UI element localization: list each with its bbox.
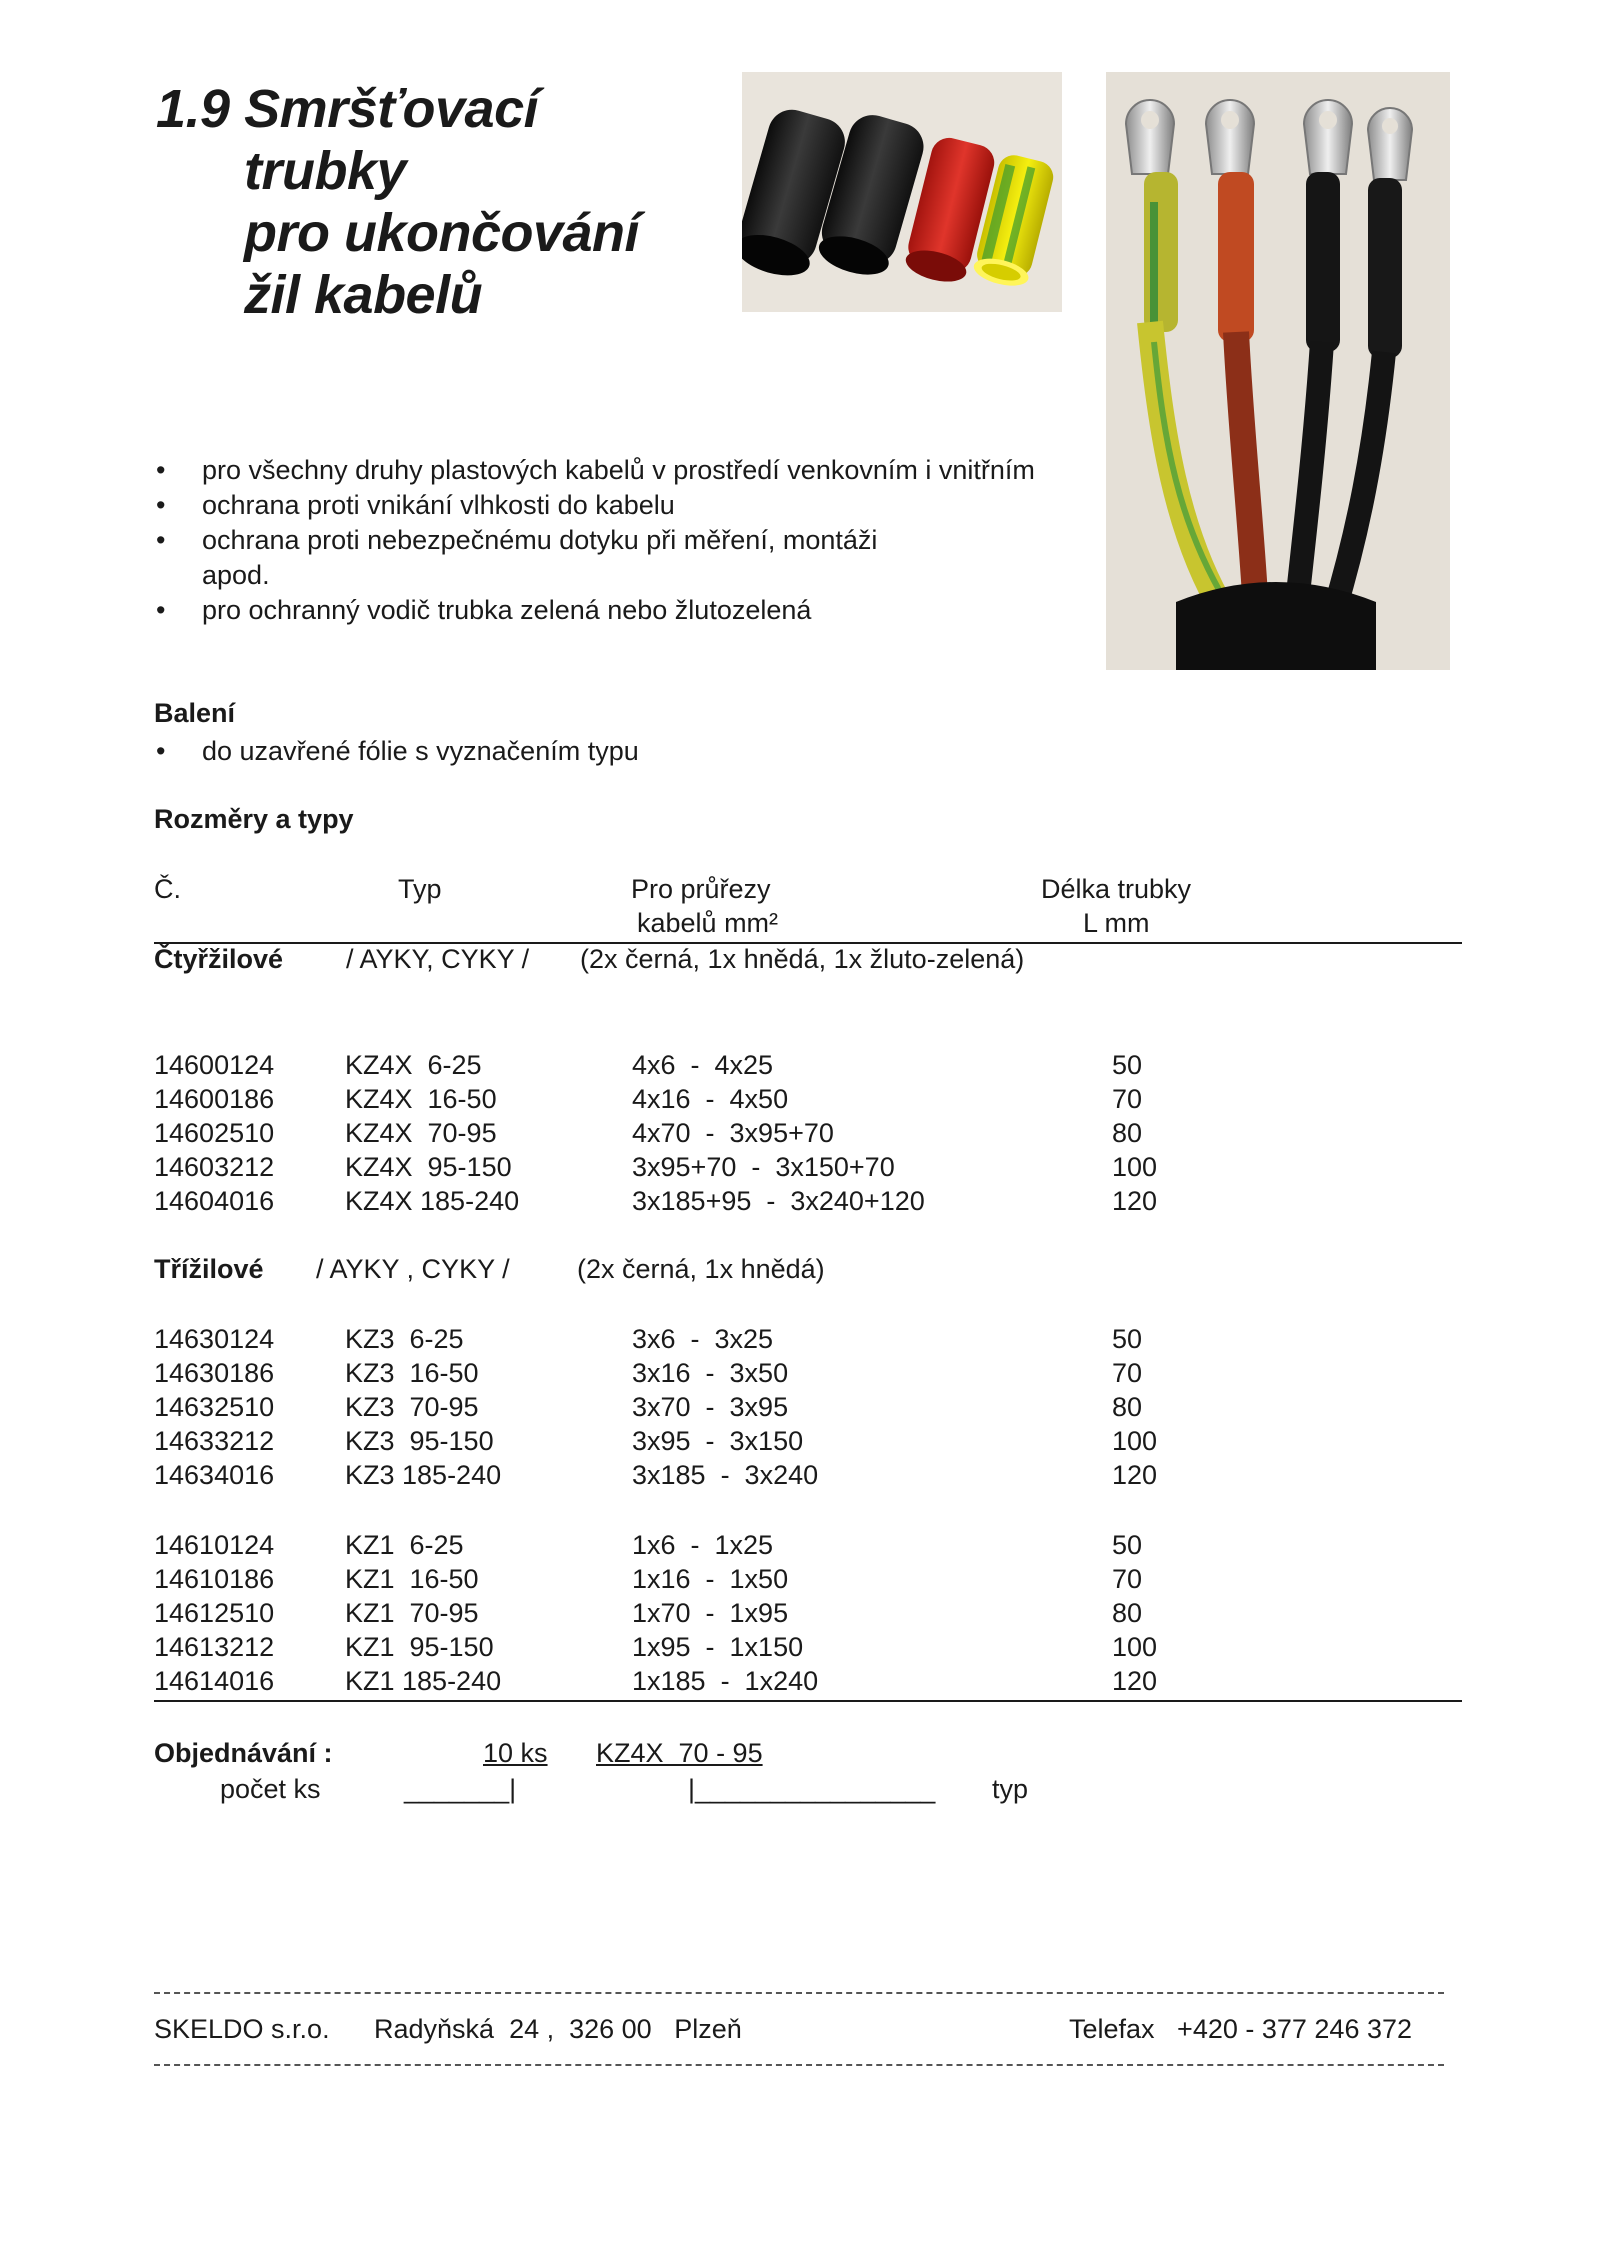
cell-type: KZ1 6-25 [345,1530,464,1560]
cell-no: 14610186 [154,1564,275,1594]
table-row [154,1424,1454,1458]
cell-type: KZ1 70-95 [345,1598,479,1628]
cell-no: 14633212 [154,1426,275,1456]
table-row [154,1356,1454,1390]
group-cable-spec: / AYKY , CYKY / [316,1254,510,1284]
feature-item: • pro ochranný vodič trubka zelená nebo žlutozelená [154,593,1074,628]
packaging-item: • do uzavřené fólie s vyznačením typu [154,734,639,769]
feature-item: • pro všechny druhy plastových kabelů v prostředí venkovním i vnitřním [154,453,1062,488]
cell-no: 14632510 [154,1392,275,1422]
cell-type: KZ3 70-95 [345,1392,479,1422]
cell-length: 100 [1112,1152,1158,1182]
table-row [154,1390,1454,1424]
table-bottom-rule [154,1700,1462,1702]
cell-type: KZ3 6-25 [345,1324,464,1354]
ordering-type-example: KZ4X 70 - 95 [596,1738,763,1768]
group-label: Čtyřžilové [154,944,284,974]
cell-cross-section: 1x6 - 1x25 [632,1530,774,1560]
dimensions-heading: Rozměry a typy [154,804,354,834]
table-row [154,1184,1454,1218]
cell-length: 50 [1112,1530,1143,1560]
cell-no: 14612510 [154,1598,275,1628]
cell-length: 100 [1112,1632,1158,1662]
footer-address: Radyňská 24 , 326 00 Plzeň [374,2014,742,2044]
cell-type: KZ3 185-240 [345,1460,502,1490]
cell-cross-section: 3x185 - 3x240 [632,1460,819,1490]
rows-single-core [154,1528,1454,1698]
cell-type: KZ1 95-150 [345,1632,494,1662]
cell-no: 14600124 [154,1050,275,1080]
cell-length: 120 [1112,1666,1158,1696]
feature-item: • ochrana proti nebezpečnému dotyku při měření, montáži apod. [154,523,902,593]
cell-type: KZ1 16-50 [345,1564,479,1594]
cell-length: 70 [1112,1358,1143,1388]
col-header-type: Typ [398,874,442,904]
col-header-cross-section-unit: kabelů mm² [637,908,779,938]
col-header-no: Č. [154,874,181,904]
cell-type: KZ4X 6-25 [345,1050,482,1080]
cell-length: 120 [1112,1186,1158,1216]
cell-cross-section: 3x16 - 3x50 [632,1358,789,1388]
group-colors: (2x černá, 1x hnědá) [577,1254,825,1284]
ordering-qty-caption: počet ks [220,1774,321,1804]
cell-type: KZ3 95-150 [345,1426,494,1456]
cell-cross-section: 1x185 - 1x240 [632,1666,819,1696]
packaging-list [154,734,639,769]
rows-three-core [154,1322,1454,1492]
feature-list [154,453,1074,628]
cell-no: 14614016 [154,1666,275,1696]
cell-type: KZ4X 185-240 [345,1186,520,1216]
col-header-cross-section: Pro průřezy [631,874,771,904]
group-cable-spec: / AYKY, CYKY / [346,944,530,974]
title-line-3: pro ukončování [244,203,640,263]
title-line-4: žil kabelů [244,265,483,325]
table-row [154,1150,1454,1184]
cell-length: 50 [1112,1324,1143,1354]
footer-dashed-rule-top [154,1992,1444,1994]
ordering-qty-blank: _______| [404,1774,517,1804]
cell-no: 14610124 [154,1530,275,1560]
ordering-type-blank: |________________ [688,1774,936,1804]
title-line-1: 1.9 Smršťovací [156,79,539,139]
cell-no: 14634016 [154,1460,275,1490]
cell-cross-section: 3x95+70 - 3x150+70 [632,1152,895,1182]
cell-type: KZ4X 16-50 [345,1084,497,1114]
cell-length: 120 [1112,1460,1158,1490]
table-row [154,1562,1454,1596]
cell-cross-section: 3x95 - 3x150 [632,1426,804,1456]
table-row [154,1322,1454,1356]
table-row [154,1664,1454,1698]
ordering-qty-example: 10 ks [483,1738,548,1768]
rows-four-core [154,1048,1454,1218]
cell-type: KZ4X 95-150 [345,1152,512,1182]
cell-no: 14613212 [154,1632,275,1662]
cell-cross-section: 4x6 - 4x25 [632,1050,774,1080]
table-row [154,1082,1454,1116]
cell-cross-section: 3x185+95 - 3x240+120 [632,1186,925,1216]
cell-length: 80 [1112,1598,1143,1628]
group-four-core [154,944,1454,978]
cell-length: 80 [1112,1118,1143,1148]
cell-type: KZ1 185-240 [345,1666,502,1696]
group-label: Třížilové [154,1254,264,1284]
cell-cross-section: 4x16 - 4x50 [632,1084,789,1114]
cell-type: KZ3 16-50 [345,1358,479,1388]
page-title [156,78,639,326]
terminated-cables-photo [1106,72,1450,670]
table-row [154,1528,1454,1562]
cell-cross-section: 1x70 - 1x95 [632,1598,789,1628]
heat-shrink-tubes-photo [742,72,1062,312]
ordering-label: Objednávání : [154,1738,333,1768]
footer-company: SKELDO s.r.o. [154,2014,330,2044]
ordering-type-caption: typ [992,1774,1029,1804]
col-header-length-unit: L mm [1083,908,1150,938]
cell-length: 50 [1112,1050,1143,1080]
group-three-core [154,1254,1454,1288]
cell-cross-section: 3x70 - 3x95 [632,1392,789,1422]
group-colors: (2x černá, 1x hnědá, 1x žluto-zelená) [580,944,1025,974]
table-row [154,1458,1454,1492]
col-header-length: Délka trubky [1041,874,1192,904]
cell-length: 80 [1112,1392,1143,1422]
table-row [154,1116,1454,1150]
cell-no: 14602510 [154,1118,275,1148]
footer-telefax: Telefax +420 - 377 246 372 [1069,2014,1413,2044]
table-row [154,1630,1454,1664]
cell-no: 14630124 [154,1324,275,1354]
title-line-2: trubky [244,141,407,201]
cell-cross-section: 1x95 - 1x150 [632,1632,804,1662]
cell-no: 14604016 [154,1186,275,1216]
cell-no: 14630186 [154,1358,275,1388]
table-row [154,1596,1454,1630]
cell-length: 70 [1112,1564,1143,1594]
cell-length: 100 [1112,1426,1158,1456]
feature-item: • ochrana proti vnikání vlhkosti do kabelu [154,488,1074,523]
packaging-heading: Balení [154,698,236,728]
footer-dashed-rule-bottom [154,2064,1444,2066]
cell-type: KZ4X 70-95 [345,1118,497,1148]
cell-no: 14603212 [154,1152,275,1182]
table-row [154,1048,1454,1082]
cell-length: 70 [1112,1084,1143,1114]
cell-cross-section: 3x6 - 3x25 [632,1324,774,1354]
cell-cross-section: 1x16 - 1x50 [632,1564,789,1594]
cell-cross-section: 4x70 - 3x95+70 [632,1118,834,1148]
cell-no: 14600186 [154,1084,275,1114]
